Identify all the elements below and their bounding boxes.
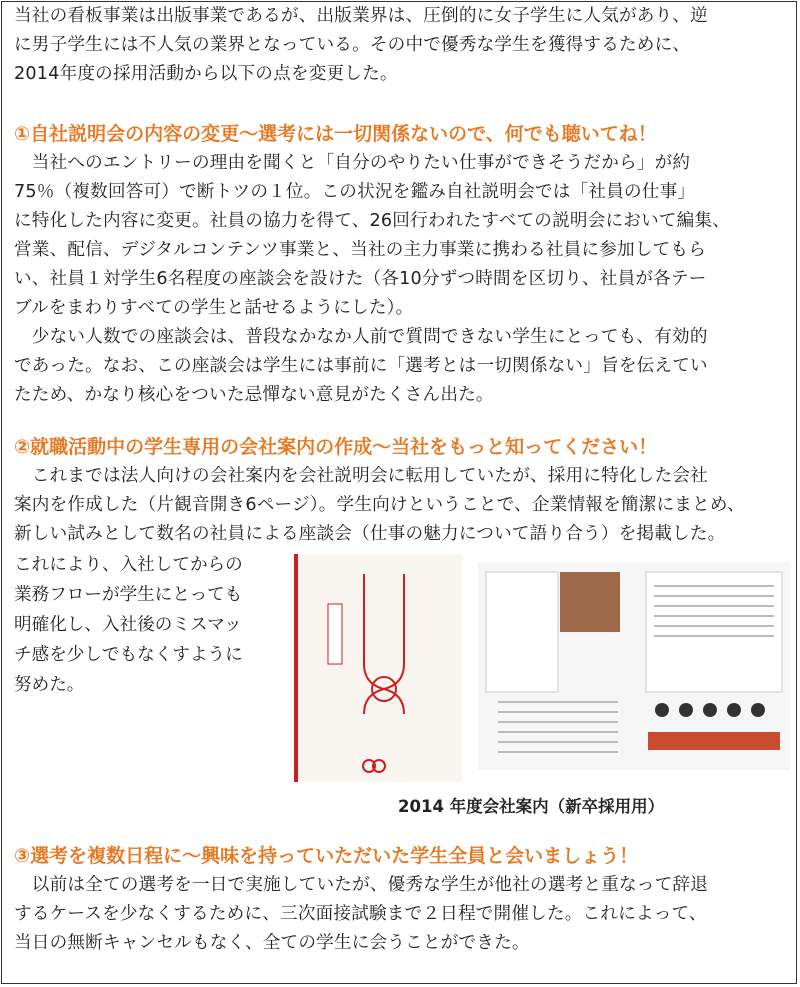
figure-caption: 2014 年度会社案内（新卒採用用） (398, 797, 665, 816)
section1-paragraph1 (14, 149, 790, 323)
text-line: い、社員１対学生6名程度の座談会を設けた（各10分ずつ時間を区切り、社員が各テー (14, 269, 707, 289)
text-line: 努めた。 (14, 675, 85, 695)
intro-line: 2014年度の採用活動から以下の点を変更した。 (14, 64, 398, 84)
text-line: これにより、入社してからの (14, 555, 243, 575)
intro-paragraph (14, 2, 790, 89)
text-line: 明確化し、入社後のミスマッ (14, 615, 242, 635)
text-line: 営業、配信、デジタルコンテンツ事業と、当社の主力事業に携わる社員に参加してもら (14, 240, 707, 260)
text-line: 少ない人数での座談会は、普段なかなか人前で質問できない学生にとっても、有効的 (31, 327, 708, 347)
section1-heading: ①自社説明会の内容の変更～選考には一切関係ないので、何でも聴いてね！ (14, 123, 657, 145)
company-brochure-figure (294, 554, 790, 782)
text-line: 以前は全ての選考を一日で実施していたが、優秀な学生が他社の選考と重なって辞退 (31, 875, 708, 895)
intro-line: 当社の看板事業は出版事業であるが、出版業界は、圧倒的に女子学生に人気があり、逆 (14, 6, 708, 26)
brochure-cover-image (294, 554, 462, 782)
section3-paragraph1 (14, 871, 790, 958)
text-line: 案内を作成した（片観音開き6ページ）。学生向けということで、企業情報を簡潔にまとめ、 (14, 495, 745, 515)
text-line: 当社へのエントリーの理由を聞くと「自分のやりたい仕事ができそうだから」が約 (31, 153, 691, 173)
text-line: これまでは法人向けの会社案内を会社説明会に転用していたが、採用に特化した会社 (31, 466, 708, 486)
text-line: であった。なお、この座談会は学生には事前に「選考とは一切関係ない」旨を伝えてい (14, 356, 708, 376)
section2-side-text (14, 550, 286, 700)
section2-paragraph1 (14, 462, 790, 549)
intro-line: に男子学生には不人気の業界となっている。その中で優秀な学生を獲得するために、 (14, 35, 691, 55)
text-line: たため、かなり核心をついた忌憚ない意見がたくさん出た。 (14, 385, 494, 405)
text-line: 当日の無断キャンセルもなく、全ての学生に会うことができた。 (14, 933, 530, 953)
text-line: ブルをまわりすべての学生と話せるようにした）。 (14, 298, 414, 318)
section3-heading: ③選考を複数日程に～興味を持っていただいた学生全員と会いましょう！ (14, 845, 639, 867)
text-line: するケースを少なくするために、三次面接試験まで２日程で開催した。これによって、 (14, 904, 707, 924)
brochure-pages-icon (478, 562, 790, 770)
section2-heading: ②就職活動中の学生専用の会社案内の作成～当社をもっと知ってください！ (14, 436, 658, 458)
section1-paragraph2 (14, 323, 790, 410)
brochure-spread-image (478, 562, 790, 770)
text-line: 75％（複数回答可）で断トツの１位。この状況を鑑み自社説明会では「社員の仕事」 (14, 182, 696, 202)
mizuhiki-knot-icon (294, 554, 462, 782)
text-line: に特化した内容に変更。社員の協力を得て、26回行われたすべての説明会において編集、 (14, 211, 731, 231)
cover-red-bar (294, 554, 298, 782)
text-line: 新しい試みとして数名の社員による座談会（仕事の魅力について語り合う）を掲載した。 (14, 524, 726, 544)
document-frame (1, 1, 797, 984)
text-line: チ感を少しでもなくすように (14, 645, 243, 665)
text-line: 業務フローが学生にとっても (14, 585, 243, 605)
